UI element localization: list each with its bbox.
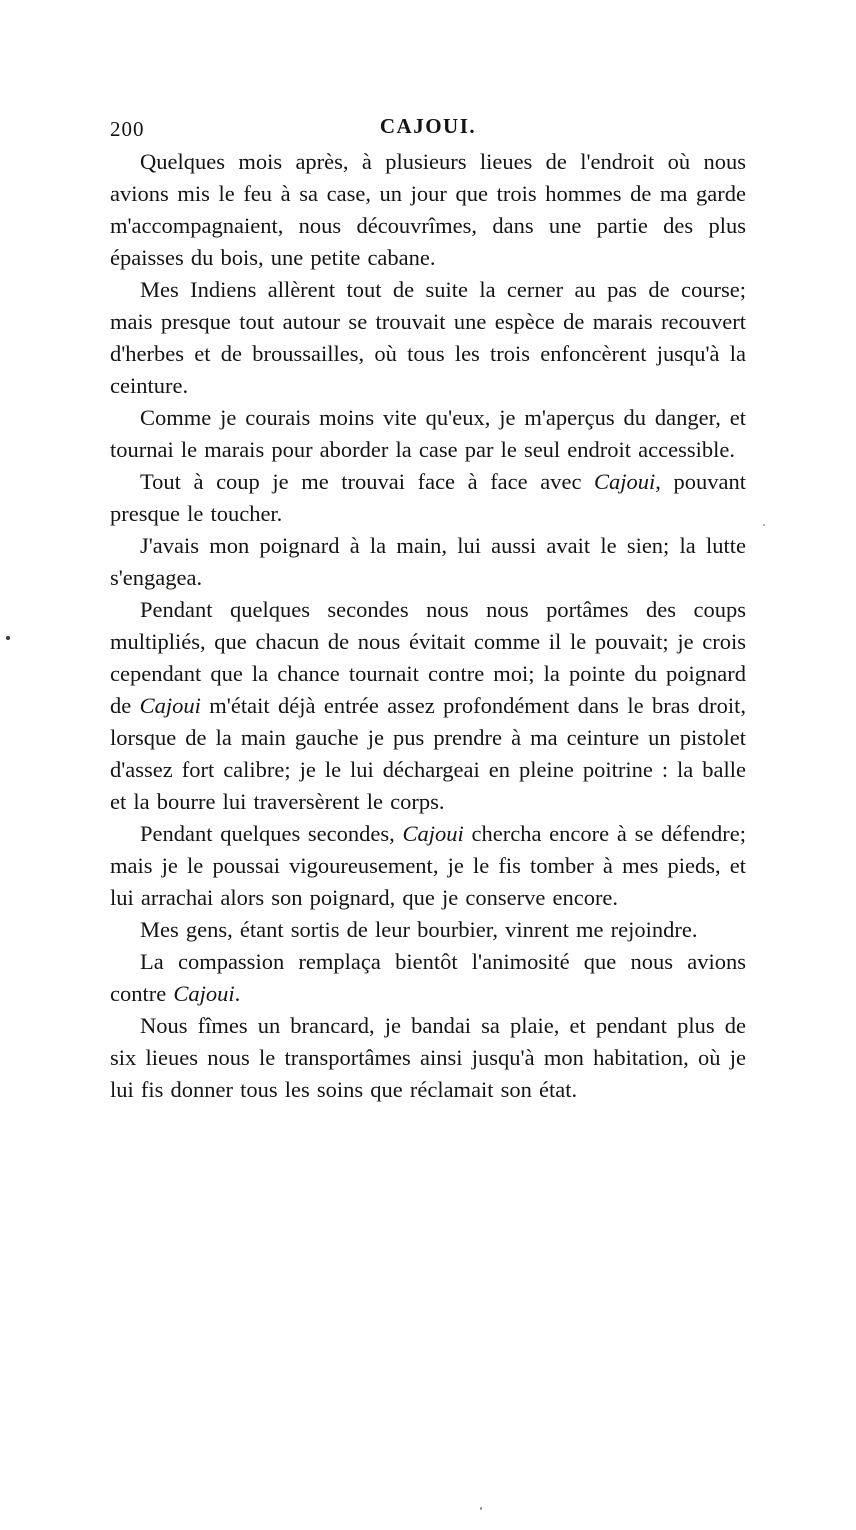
paragraph: [110, 914, 746, 946]
page-body: [110, 146, 746, 1106]
page-header: [110, 114, 746, 144]
paragraph-text: Pendant quelques secondes,: [140, 821, 403, 846]
paragraph-text: Mes Indiens allèrent tout de suite la cerner au pas de course; mais presque tout autour se trouvait une espèce de marais recouvert d'herbes et de broussailles, où tous les trois enfoncèrent jusqu'à la ceinture.: [110, 277, 746, 398]
paragraph: [110, 818, 746, 914]
paragraph-text: , pouvant presque le toucher.: [110, 469, 746, 526]
proper-name-italic: Cajoui: [402, 821, 464, 846]
paragraph-text: .: [234, 981, 241, 1006]
scan-speck: [6, 636, 10, 640]
proper-name-italic: Cajoui: [594, 469, 656, 494]
paragraph: [110, 530, 746, 594]
paragraph-text: Comme je courais moins vite qu'eux, je m'aperçus du danger, et tournai le marais pour aborder la case par le seul endroit accessible.: [110, 405, 746, 462]
running-title: CAJOUI.: [379, 114, 477, 138]
scan-speck: [480, 1507, 482, 1510]
paragraph: [110, 1010, 746, 1106]
paragraph: [110, 402, 746, 466]
paragraph: [110, 466, 746, 530]
paragraph-text: J'avais mon poignard à la main, lui aussi avait le sien; la lutte s'engagea.: [110, 533, 746, 590]
paragraph: [110, 594, 746, 818]
paragraph-text: La compassion remplaça bientôt l'animosité que nous avions contre: [110, 949, 746, 1006]
paragraph-text: Nous fîmes un brancard, je bandai sa plaie, et pendant plus de six lieues nous le transportâmes ainsi jusqu'à mon habitation, où je lui fis donner tous les soins que réclamait son état.: [110, 1013, 746, 1102]
paragraph-text: Pendant quelques secondes nous nous portâmes des coups multipliés, que chacun de nous évitait comme il le pouvait; je crois cependant que la chance tournait contre moi; la pointe du poignard de: [110, 597, 746, 718]
paragraph-text: chercha encore à se défendre; mais je le poussai vigoureusement, je le fis tomber à mes pieds, et lui arrachai alors son poignard, que je conserve encore.: [110, 821, 746, 910]
paragraph: [110, 946, 746, 1010]
paragraph-text: m'était déjà entrée assez profondément dans le bras droit, lorsque de la main gauche je pus prendre à ma ceinture un pistolet d'assez fort calibre; je le lui déchargeai en pleine poitrine : la balle et la bourre lui traversèrent le corps.: [110, 693, 746, 814]
proper-name-italic: Cajoui: [173, 981, 235, 1006]
paragraph-text: Mes gens, étant sortis de leur bourbier, vinrent me rejoindre.: [140, 917, 698, 942]
paragraph-text: Tout à coup je me trouvai face à face avec: [140, 469, 595, 494]
proper-name-italic: Cajoui: [139, 693, 201, 718]
scan-speck: [763, 524, 765, 526]
paragraph: [110, 274, 746, 402]
paragraph: [110, 146, 746, 274]
paragraph-text: Quelques mois après, à plusieurs lieues de l'endroit où nous avions mis le feu à sa case, un jour que trois hommes de ma garde m'accompagnaient, nous découvrîmes, dans une partie des plus épaisses du bois, une petite cabane.: [110, 149, 746, 270]
page-number: 200: [110, 117, 145, 141]
